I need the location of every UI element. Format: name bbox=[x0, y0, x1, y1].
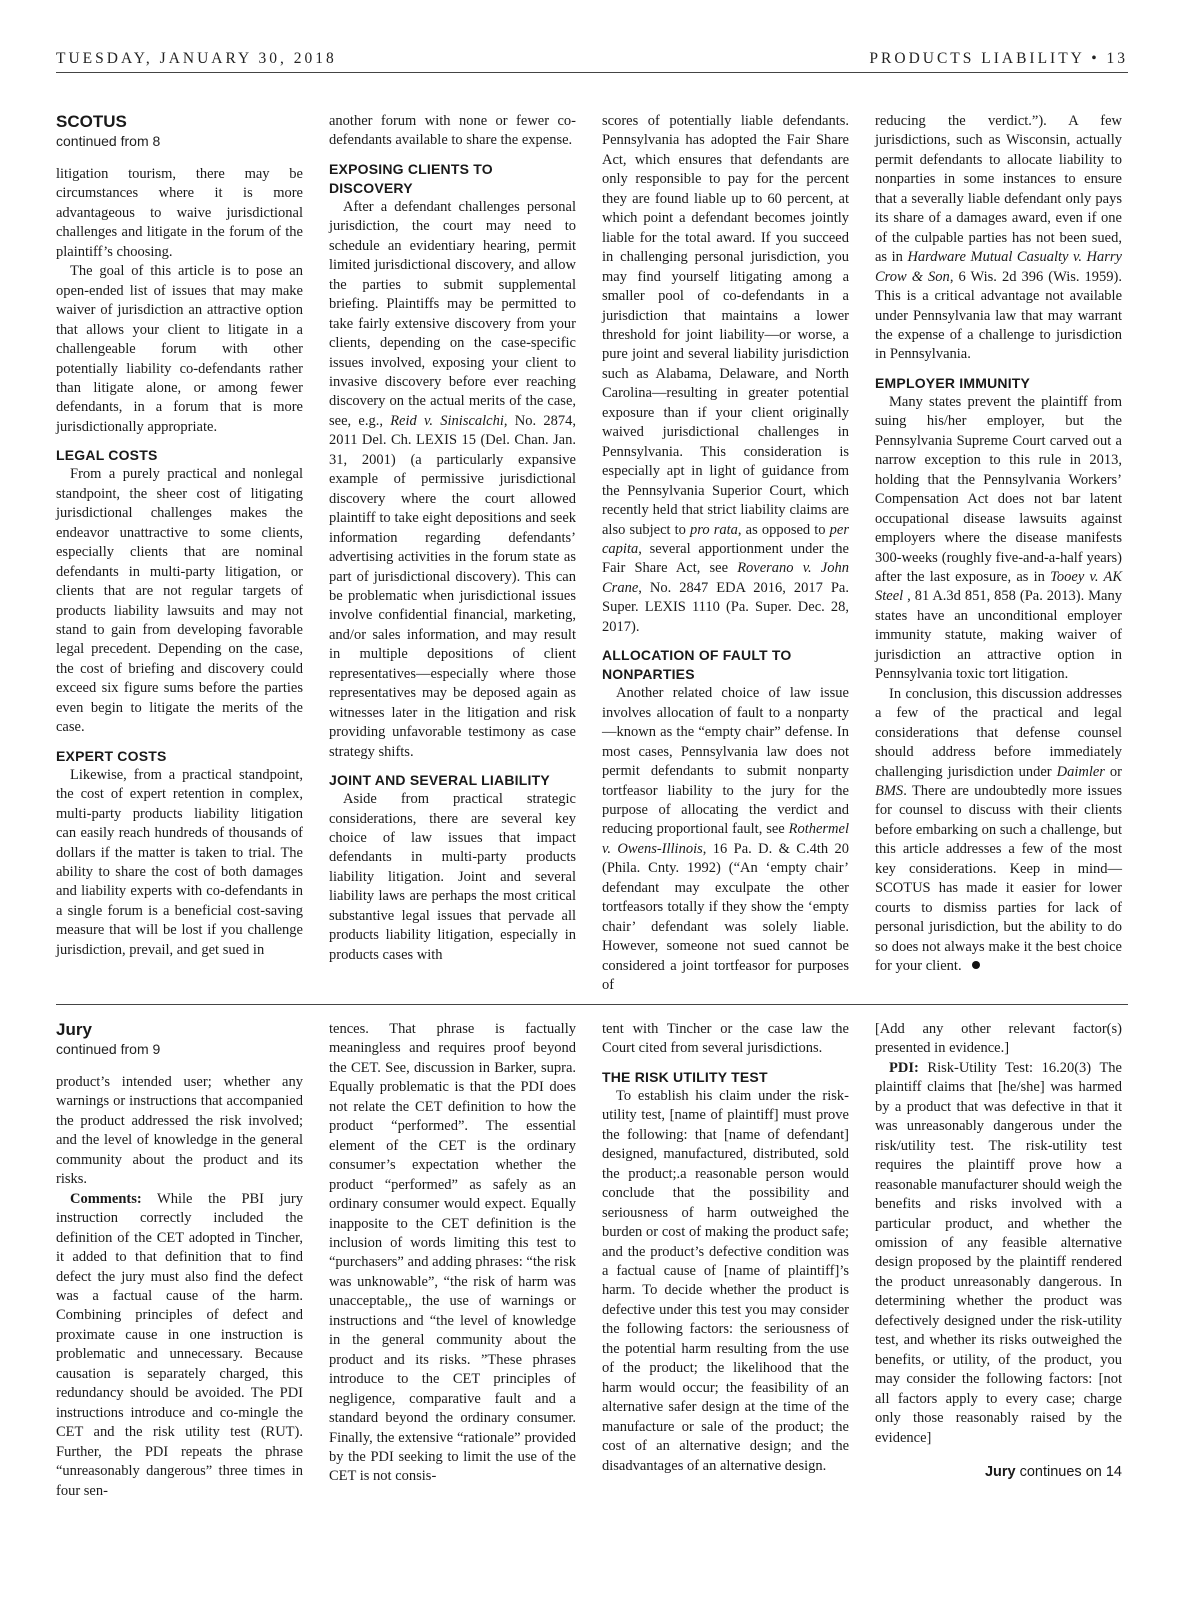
section-divider-rule bbox=[56, 1004, 1128, 1005]
scotus-continued-line: continued from 8 bbox=[56, 133, 161, 149]
paragraph: litigation tourism, there may be circumstances where it is more advantageous to waive jurisdictional challenges and litigate in the forum of the plaintiff’s choosing. bbox=[56, 166, 303, 260]
case-citation: Hardware Mutual Casualty v. Harry Crow & Son bbox=[875, 249, 1122, 285]
pdi-label: PDI: bbox=[889, 1059, 919, 1076]
paragraph: After a defendant challenges personal jurisdiction, the court may need to schedule an evidentiary hearing, permit limited jurisdictional discovery, and allow the parties to submit supplemental briefing. Plaintiffs may be permitted to take fairly extensive discovery from your clients, depending on the case-specific issues involved, exposing your client to invasive discovery before ever reaching discovery on the actual merits of the case, see, e.g., Reid v. Siniscalchi, No. 2874, 2011 Del. Ch. LEXIS 15 (Del. Chan. Jan. 31, 2001) (a particularly expansive example of permissive jurisdictional discovery where the court allowed plaintiff to take eight depositions and seek information regarding defendants’ advertising activities in the forum state as part of jurisdictional discovery). This can be problematic when jurisdictional issues involve confidential financial, marketing, and/or sales information, and may result in multiple depositions of client representatives—especially where those representatives may be deposed again as witnesses later in the litigation and risk providing unfavorable testimony as case strategy shifts. bbox=[329, 198, 576, 760]
paragraph: product’s intended user; whether any warnings or instructions that accompanied the product addressed the risk involved; and the level of knowledge in the general community about the product and its risks. bbox=[56, 1074, 303, 1188]
section-name: PRODUCTS LIABILITY bbox=[869, 50, 1085, 67]
paragraph: scores of potentially liable defendants. Pennsylvania has adopted the Fair Share Act, which ensures that defendants are only responsible to pay for the percent they are found liable up to 60 percent, at which point a defendant becomes jointly liable for the total award. If you succeed in challenging personal jurisdiction, you may find yourself litigating among a smaller pool of co-defendants in a jurisdiction that maintains a lower threshold for joint liability—or worse, a pure joint and several liability jurisdiction such as Alabama, Delaware, and North Carolina—resulting in greater potential exposure than if your client originally waived jurisdictional challenges in Pennsylvania. This consideration is especially apt in light of guidance from the Pennsylvania Superior Court, which recently held that strict liability claims are also subject to pro rata, as opposed to per capita, several apportionment under the Fair Share Act, see Roverano v. John Crane, No. 2847 EDA 2016, 2017 Pa. Super. LEXIS 1110 (Pa. Super. Dec. 28, 2017). bbox=[602, 113, 849, 635]
jump-line: Jury continues on 14 bbox=[984, 1463, 1122, 1480]
subhead-employer-immunity: EMPLOYER IMMUNITY bbox=[875, 374, 1031, 391]
scotus-kicker: SCOTUS bbox=[56, 112, 127, 131]
paragraph: From a purely practical and nonlegal standpoint, the sheer cost of litigating jurisdictional challenges makes the endeavor unattractive to some clients, especially clients that are nominal defendants in multi-party litigation, or clients that are not regular targets of products liability lawsuits and may not stand to gain from developing favorable legal precedent. Depending on the case, the cost of briefing and discovery could exceed six figure sums before the parties even begin to litigate the merits of the case. bbox=[56, 466, 303, 736]
jump-kicker: Jury bbox=[984, 1463, 1016, 1480]
paragraph: reducing the verdict.”). A few jurisdictions, such as Wisconsin, actually permit defendants to allocate liability to nonparties in some instances to ensure that a severally liable defendant only pays its share of a damages award, even if one of the culpable parties has not been sued, as in Hardware Mutual Casualty v. Harry Crow & Son, 6 Wis. 2d 396 (Wis. 1959). This is a critical advantage not available under Pennsylvania law that may warrant the expense of a challenge to jurisdiction in Pennsylvania. bbox=[875, 113, 1122, 363]
jury-column-1 bbox=[56, 1020, 303, 1501]
paragraph: Many states prevent the plaintiff from suing his/her employer, but the Pennsylvania Supreme Court carved out a narrow exception to this rule in 2013, holding that the Pennsylvania Workers’ Compensation Act does not bar latent occupational disease lawsuits against employers where the disease manifests 300-weeks (roughly five-and-a-half years) after the last exposure, as in Tooey v. AK Steel , 81 A.3d 851, 858 (Pa. 2013). Many states have an unconditional employer immunity statute, making waiver of jurisdiction an attractive option in Pennsylvania toxic tort litigation. bbox=[875, 393, 1123, 683]
subhead-allocation-fault: ALLOCATION OF FAULT TO NONPARTIES bbox=[602, 647, 792, 683]
comments-label: Comments: bbox=[70, 1190, 142, 1207]
jury-column-2 bbox=[329, 1020, 576, 1487]
case-citation: Rothermel v. Owens-Illinois bbox=[602, 821, 849, 857]
paragraph: In conclusion, this discussion addresses a few of the practical and legal considerations that defense counsel should address before immediately challenging jurisdiction under Daimler or BMS. There are undoubtedly more issues for counsel to discuss with their clients before embarking on such a challenge, but this article addresses a few of the most key considerations. Keep in mind—SCOTUS has made it easier for lower courts to dismiss parties for lack of personal jurisdiction, but the ability to do so does not always make it the best choice for your client. bbox=[875, 685, 1122, 975]
jury-column-4 bbox=[875, 1020, 1122, 1480]
paragraph: The goal of this article is to pose an open-ended list of issues that may make waiver of jurisdiction an attractive option that allows your client to litigate in a challengeable forum with other potentially liability co-defendants rather than litigate alone, or among fewer defendants, in a forum that is more jurisdictionally appropriate. bbox=[56, 263, 303, 435]
paragraph: another forum with none or fewer co-defendants available to share the expense. bbox=[329, 113, 576, 149]
issue-date: TUESDAY, JANUARY 30, 2018 bbox=[56, 50, 337, 67]
subhead-legal-costs: LEGAL COSTS bbox=[56, 447, 158, 464]
paragraph: Another related choice of law issue involves allocation of fault to a nonparty—known as the “empty chair” defense. In most cases, Pennsylvania law does not permit defendants to submit nonparty tortfeasor liability to the jury for the purpose of allocating the verdict and reducing proportional fault, see Rothermel v. Owens-Illinois, 16 Pa. D. & C.4th 20 (Phila. Cnty. 1992) (“An ‘empty chair’ defendant may exculpate the other tortfeasors totally if they show the ‘empty chair’ defendant was solely liable. However, someone not sued cannot be considered a joint tortfeasor for purposes of bbox=[602, 685, 850, 994]
page-number: 13 bbox=[1106, 50, 1128, 67]
subhead-risk-utility-test: THE RISK UTILITY TEST bbox=[602, 1068, 768, 1085]
paragraph: Likewise, from a practical standpoint, the cost of expert retention in complex, multi-party products liability litigation can easily reach hundreds of thousands of dollars if the matter is taken to trial. The ability to share the cost of both damages and liability experts with co-defendants in a single forum is a beneficial cost-saving measure that will be lost if you challenge jurisdiction, prevail, and get sued in bbox=[56, 766, 303, 958]
paragraph: To establish his claim under the risk-utility test, [name of plaintiff] must prove the following: that [name of defendant] designed, manufactured, distributed, sold the product;.a reasonable person would conclude that the possibility and seriousness of harm outweighed the burden or cost of making the product safe; and the product’s defective condition was a factual cause of [name of plaintiff]’s harm. To decide whether the product is defective under this test you may consider the following factors: the seriousness of the potential harm resulting from the use of the product; the likelihood that the harm would occur; the feasibility of an alternative safer design at the time of the manufacture or sale of the product; the cost of an alternative design; and the disadvantages of an alternative design. bbox=[602, 1087, 849, 1474]
running-header bbox=[56, 50, 1128, 80]
header-rule bbox=[56, 72, 1128, 73]
jury-continued-line: continued from 9 bbox=[56, 1041, 161, 1057]
scotus-column-3 bbox=[602, 112, 849, 995]
paragraph: Comments: While the PBI jury instruction correctly included the definition of the CET adopted in Tincher, it added to that definition that to find defect the jury must also find the defect was a factual cause of the harm. Combining principles of defect and proximate cause in one instruction is problematic and unnecessary. Because causation is separately charged, this redundancy should be avoided. The PDI instructions introduce and co-mingle the CET and the risk utility test (RUT). Further, the PDI repeats the phrase “unreasonably dangerous” three times in four sen- bbox=[56, 1190, 303, 1499]
paragraph: tences. That phrase is factually meaningless and requires proof beyond the CET. See, discussion in Barker, supra. Equally problematic is that the PDI does not relate the CET definition to how the product “performed”. The essential element of the CET is the ordinary consumer’s expectation whether the product “performed” as safely as an ordinary consumer would expect. Equally inapposite to the CET definition is the inclusion of words limiting this test to “purchasers” and adding phrases: “the risk was unknowable”, “the risk of harm was unacceptable,, the use of warnings or instructions and “the level of knowledge in the general community about the product and its risks. ”These phrases introduce to the CET principles of negligence, comparative fault and a standard beyond the ordinary consumer. Finally, the extensive “rationale” provided by the PDI seeking to limit the use of the CET is not consis- bbox=[329, 1021, 576, 1485]
case-citation: Roverano v. John Crane bbox=[602, 560, 849, 596]
scotus-column-1 bbox=[56, 112, 303, 960]
case-citation: Tooey v. AK Steel bbox=[875, 568, 1123, 605]
subhead-joint-several: JOINT AND SEVERAL LIABILITY bbox=[329, 772, 550, 789]
paragraph: PDI: Risk-Utility Test: 16.20(3) The plaintiff claims that [he/she] was harmed by a product that was defective in that it was unreasonably dangerous under the risk/utility test. The risk-utility test requires the plaintiff prove how a reasonable manufacturer should weigh the benefits and risks involved with a particular product, and whether the omission of any feasible alternative design proposed by the plaintiff rendered the product unreasonably dangerous. In determining whether the product was defectively designed under the risk-utility test, and whether its risks outweighed the benefits, or utility, of the product, you may consider the following factors: [not all factors apply to every case; charge only those reasonably raised by the evidence] bbox=[875, 1059, 1122, 1446]
case-citation: Reid v. Siniscalchi bbox=[390, 412, 504, 429]
section-page-label bbox=[869, 50, 1128, 68]
paragraph: [Add any other relevant factor(s) presented in evidence.] bbox=[875, 1021, 1122, 1057]
jury-kicker: Jury bbox=[56, 1020, 92, 1039]
separator-bullet: • bbox=[1091, 50, 1100, 67]
paragraph: Aside from practical strategic considerations, there are several key choice of law issues that impact defendants in multi-party products liability litigation. Joint and several liability laws are perhaps the most critical substantive legal issues that pervade all products liability litigation, especially in products cases with bbox=[329, 791, 576, 963]
end-of-article-bullet-icon bbox=[972, 961, 980, 969]
subhead-expert-costs: EXPERT COSTS bbox=[56, 747, 167, 764]
paragraph: tent with Tincher or the case law the Court cited from several jurisdictions. bbox=[602, 1021, 849, 1057]
jury-column-3 bbox=[602, 1020, 849, 1476]
subhead-exposing-clients: EXPOSING CLIENTS TO DISCOVERY bbox=[329, 160, 493, 196]
scotus-column-4 bbox=[875, 112, 1122, 976]
scotus-column-2 bbox=[329, 112, 576, 965]
